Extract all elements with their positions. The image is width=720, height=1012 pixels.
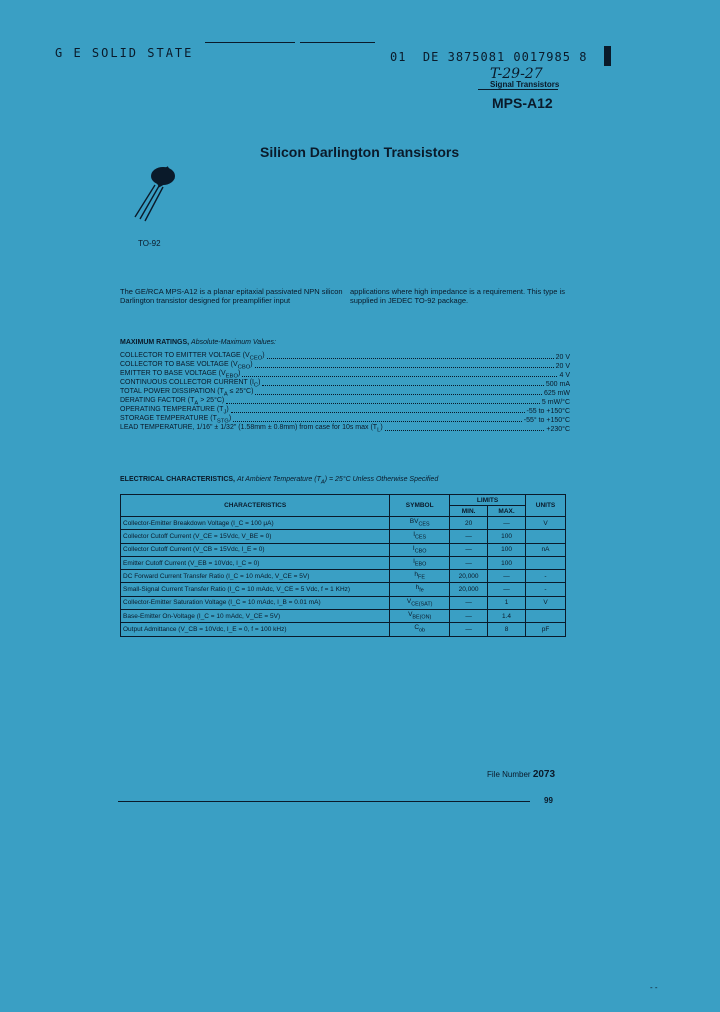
max-ratings-heading [120,339,276,346]
max-ratings-list [120,352,570,433]
code-number: 3875081 0017985 8 [447,50,588,64]
col-min: MIN. [450,506,488,517]
category-rule [478,89,558,90]
table-row: Small-Signal Current Transfer Ratio (I_C = 10 mAdc, V_CE = 5 Vdc, f = 1 KHz) $h_{fe}$ 20,000 — - [121,583,566,596]
electrical-heading [120,476,438,485]
rating-row: LEAD TEMPERATURE, 1/16" ± 1/32" (1.58mm ± 0.8mm) from case for 10s $\max (T_L)$ +230°C [120,423,570,433]
header-rule-1 [205,42,295,43]
rating-row: OPERATING TEMPERATURE $(T_J)$ -55 to +150°C [120,405,570,415]
intro-left: The GE/RCA MPS-A12 is a planar epitaxial passivated NPN silicon Darlington transistor designed for preamplifier input [120,287,343,305]
table-row: Base-Emitter On-Voltage (I_C = 10 mAdc, V_CE = 5V) $V_{BE(ON)}$ — 1.4 [121,610,566,623]
max-ratings-title: MAXIMUM RATINGS, [120,339,190,346]
page-title: Silicon Darlington Transistors [260,144,460,160]
header-mark [604,46,611,66]
rating-row: COLLECTOR TO BASE VOLTAGE $(V_{CBO})$ 20 V [120,360,570,370]
handwritten-note: T-29-27 [490,66,543,82]
electrical-characteristics-table [120,494,566,637]
rating-row: STORAGE TEMPERATURE $(T_{STG})$ -55° to +150°C [120,414,570,424]
table-row: Collector-Emitter Saturation Voltage (I_C = 10 mAdc, I_B = 0.01 mA) $V_{CE(SAT)}$ — 1 V [121,596,566,609]
code-prefix: 01 [390,50,407,64]
code-de: DE [422,50,440,64]
header-rule-2 [300,42,375,43]
col-symbol: SYMBOL [390,495,450,517]
rating-row: CONTINUOUS COLLECTOR CURRENT $(I_C)$ 500 mA [120,378,570,388]
file-number-value: 2073 [532,769,556,780]
file-number [487,769,555,780]
table-row: DC Forward Current Transfer Ratio (I_C = 10 mAdc, V_CE = 5V) $h_{FE}$ 20,000 — - [121,570,566,583]
to92-package-illustration [125,160,180,225]
table-header-row [121,495,566,506]
electrical-subtitle: At Ambient Temperature $(T_A) = 25^\circ C$ Unless Otherwise Specified [236,476,439,486]
col-characteristics: CHARACTERISTICS [121,495,390,517]
page-number: 99 [544,796,553,805]
table-row: Output Admittance (V_CB = 10Vdc, I_E = 0, f = 100 kHz) $C_{ob}$ — 8 pF [121,623,566,636]
category-label: Signal Transistors [490,80,560,89]
package-label: TO-92 [138,239,161,248]
intro-right: applications where high impedance is a requirement. This type is supplied in JEDEC TO-92 package. [350,287,565,305]
table-row: Collector-Emitter Breakdown Voltage (I_C = 100 μA) $BV_{CES}$ 20 — V [121,517,566,530]
col-limits: LIMITS [450,495,526,506]
col-max: MAX. [488,506,526,517]
max-ratings-subtitle: Absolute-Maximum Values: [191,339,276,346]
doc-code [390,50,587,64]
table-row: Emitter Cutoff Current (V_EB = 10Vdc, I_C = 0) $I_{EBO}$ — 100 [121,556,566,569]
file-number-label: File Number [487,770,531,779]
rating-row: EMITTER TO BASE VOLTAGE $(V_{EBO})$ 4 V [120,369,570,379]
rating-row: DERATING FACTOR $(T_A > 25^\circ C)$ 5 mW/°C [120,396,570,406]
table-row: Collector Cutoff Current (V_CB = 15Vdc, I_E = 0) $I_{CBO}$ — 100 nA [121,543,566,556]
footer-rule [118,801,530,802]
part-number: MPS-A12 [492,95,553,111]
table-row: Collector Cutoff Current (V_CE = 15Vdc, V_BE = 0) $I_{CES}$ — 100 [121,530,566,543]
electrical-title: ELECTRICAL CHARACTERISTICS, [120,476,235,483]
rating-row: TOTAL POWER DISSIPATION $(T_A \le 25^\circ C)$ 625 mW [120,387,570,397]
scan-speck: - - [650,983,658,992]
rating-row: COLLECTOR TO EMITTER VOLTAGE $(V_{CEO})$ 20 V [120,351,570,361]
col-units: UNITS [526,495,566,517]
company-name: G E SOLID STATE [55,46,194,60]
